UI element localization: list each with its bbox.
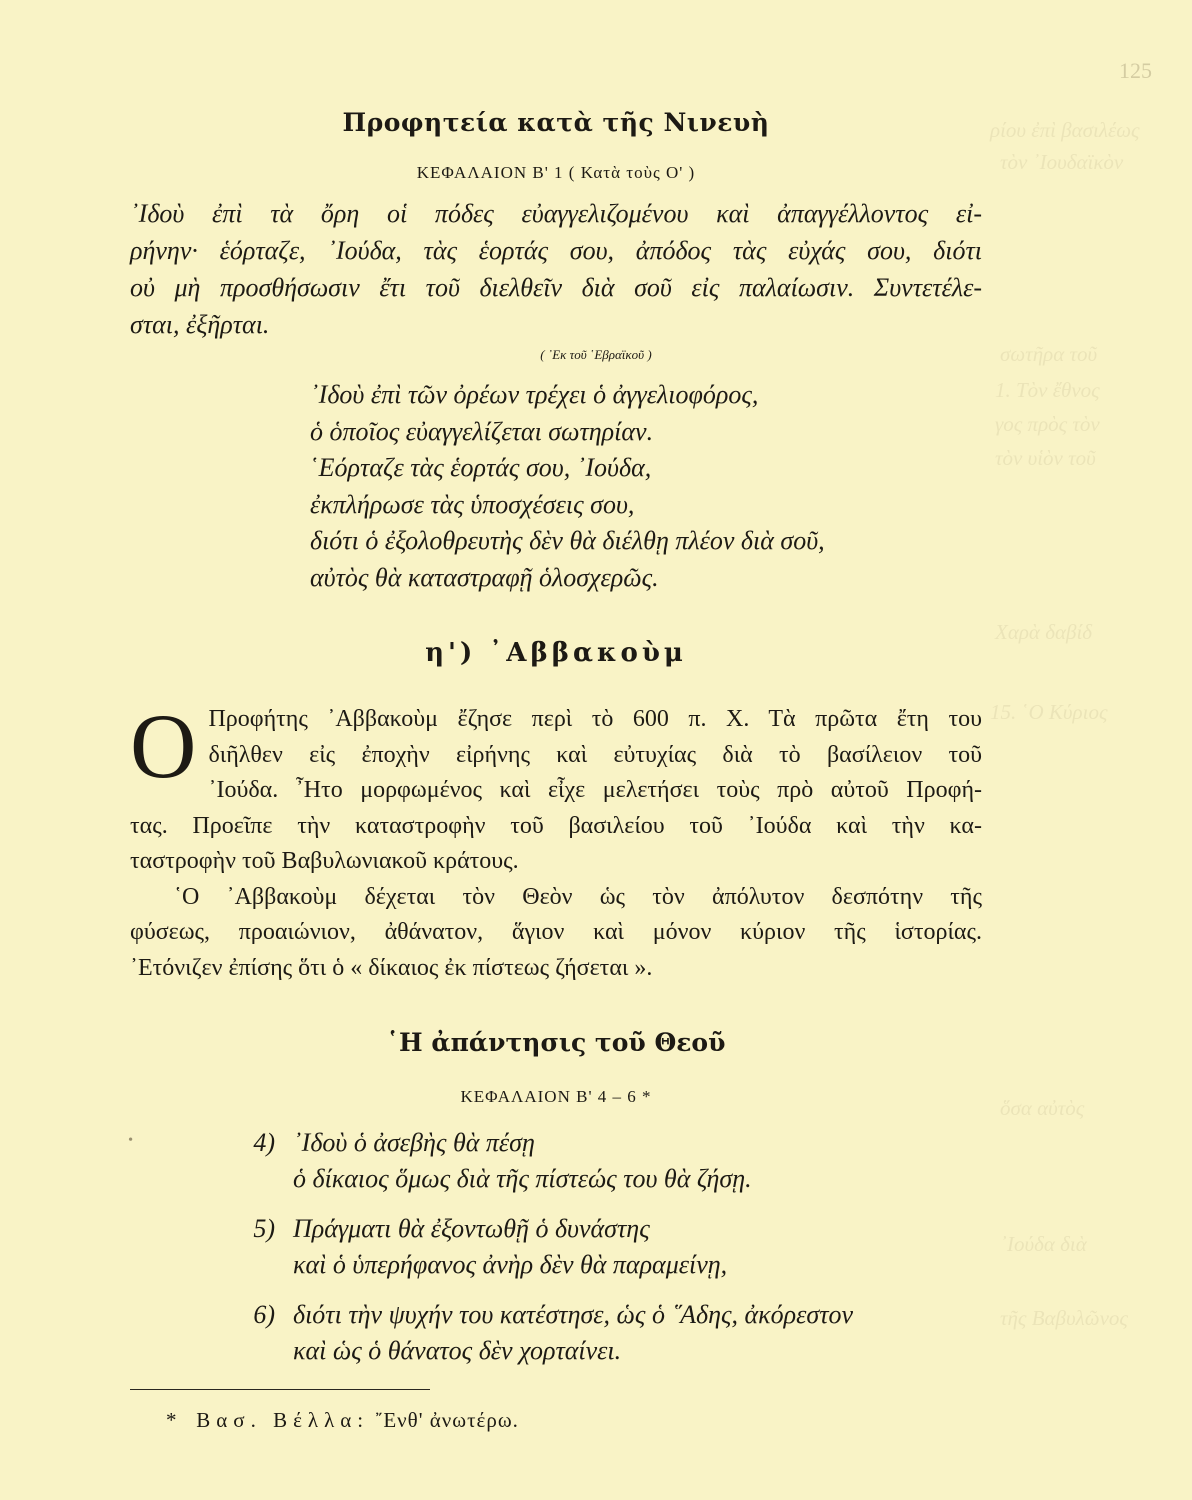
verse-number: 5) [253, 1214, 275, 1243]
text-line: ᾿Ετόνιζεν ἐπίσης ὅτι ὁ « δίκαιος ἐκ πίστεως ζήσεται ». [130, 954, 653, 981]
text-line: διῆλθεν εἰς ἐποχὴν εἰρήνης καὶ εὐτυχίας διὰ τὸ βασίλειον τοῦ [208, 741, 982, 768]
biography-paragraph [130, 695, 982, 880]
text-line: ταστροφὴν τοῦ Βαβυλωνιακοῦ κράτους. [130, 848, 519, 874]
chapter-reference: ΚΕΦΑΛΑΙΟΝ Β' 1 ( Κατὰ τοὺς Ο' ) [416, 163, 696, 182]
hebrew-translation-poem [310, 377, 982, 596]
drop-cap: Ο [130, 695, 197, 797]
text-line: ρήνην· ἑόρταζε, ᾿Ιούδα, τὰς ἑορτάς σου, ἀπόδος τὰς εὐχάς σου, διότι [130, 236, 982, 265]
poem-line: ῾Εόρταζε τὰς ἑορτάς σου, ᾿Ιούδα, [310, 453, 652, 482]
text-line: ῾Ο ᾿Αββακοὺμ δέχεται τὸν Θεὸν ὡς τὸν ἀπόλυτον δεσπότην τῆς [174, 883, 982, 910]
text-line: ᾿Ιούδα. ῏Ητο μορφωμένος καὶ εἶχε μελετήσει τοὺς πρὸ αὐτοῦ Προφή- [208, 777, 982, 803]
verse-item [130, 1211, 982, 1283]
verse-line: καὶ ὡς ὁ θάνατος δὲν χορταίνει. [293, 1336, 622, 1365]
section-heading-habakkuk: η') ᾿Αββακοὺμ [425, 638, 687, 668]
source-note: ( ᾿Εκ τοῦ ῾Εβραϊκοῦ ) [540, 347, 652, 362]
chapter-reference-2: ΚΕΦΑΛΑΙΟΝ Β' 4 – 6 * [460, 1087, 652, 1106]
bleed-through-text: ρίου ἐπὶ βασιλέως τὸν ᾿Ιουδαϊκὸν σωτῆρα τοῦ 1. Τὸν ἔθνος γος πρὸς τὸν τὸν υἱὸν τοῦ Χαρὰ δαβίδ 15. ῾Ο Κύριος ὅσα αὐτὸς ᾿Ιούδα διὰ τῆς Βαβυλῶνος [990, 118, 1140, 1330]
footnote-text: ῎Ενθ' ἀνωτέρω. [375, 1408, 519, 1432]
verses-list [130, 1125, 982, 1369]
text-line: σται, ἐξῆρται. [130, 310, 270, 339]
poem-line: ὁ ὁποῖος εὐαγγελίζεται σωτηρίαν. [310, 416, 654, 446]
verse-number: 4) [253, 1128, 275, 1157]
footnote-marker: * [166, 1408, 178, 1432]
page-number: 125 [1119, 58, 1152, 83]
text-line: τας. Προεῖπε τὴν καταστροφὴν τοῦ βασιλείου τοῦ ᾿Ιούδα καὶ τὴν κα- [130, 812, 982, 839]
poem-line: ἐκπλήρωσε τὰς ὑποσχέσεις σου, [310, 489, 635, 519]
text-line: φύσεως, προαιώνιον, ἀθάνατον, ἅγιον καὶ μόνον κύριον τῆς ἱστορίας. [130, 919, 982, 945]
section-heading-prophecy: Προφητεία κατὰ τῆς Νινευὴ [342, 108, 770, 137]
footnote-author: Βασ. Βέλλα: [196, 1408, 370, 1432]
poem-line: ᾿Ιδοὺ ἐπὶ τῶν ὀρέων τρέχει ὁ ἀγγελιοφόρος, [310, 380, 759, 409]
septuagint-text [130, 195, 982, 343]
margin-dot: • [128, 1133, 133, 1148]
section-heading-gods-answer: ῾Η ἀπάντησις τοῦ Θεοῦ [386, 1028, 726, 1057]
page-content [130, 108, 982, 1433]
verse-line: διότι τὴν ψυχήν του κατέστησε, ὡς ὁ ῞Αδης, ἀκόρεστον [293, 1300, 854, 1329]
verse-item [130, 1297, 982, 1369]
text-line: Προφήτης ᾿Αββακοὺμ ἔζησε περὶ τὸ 600 π. Χ. Τὰ πρῶτα ἔτη του [208, 706, 982, 732]
verse-line: ᾿Ιδοὺ ὁ ἀσεβὴς θὰ πέσῃ [293, 1128, 535, 1157]
poem-line: διότι ὁ ἐξολοθρευτὴς δὲν θὰ διέλθῃ πλέον διὰ σοῦ, [310, 526, 825, 555]
footnote [130, 1408, 982, 1433]
text-line: ᾿Ιδοὺ ἐπὶ τὰ ὄρη οἱ πόδες εὐαγγελιζομένου καὶ ἀπαγγέλλοντος εἰ- [130, 199, 982, 228]
text-line: οὐ μὴ προσθήσωσιν ἔτι τοῦ διελθεῖν διὰ σοῦ εἰς παλαίωσιν. Συντετέλε- [130, 273, 982, 302]
poem-line: αὐτὸς θὰ καταστραφῇ ὁλοσχερῶς. [310, 562, 659, 592]
verse-line: καὶ ὁ ὑπερήφανος ἀνὴρ δὲν θὰ παραμείνῃ, [293, 1250, 728, 1279]
verse-line: ὁ δίκαιος ὅμως διὰ τῆς πίστεώς του θὰ ζήσῃ. [293, 1164, 752, 1193]
theology-paragraph [130, 880, 982, 987]
verse-item [130, 1125, 982, 1197]
footnote-rule [130, 1389, 430, 1390]
verse-number: 6) [253, 1300, 275, 1329]
verse-line: Πράγματι θὰ ἐξοντωθῇ ὁ δυνάστης [293, 1214, 650, 1243]
